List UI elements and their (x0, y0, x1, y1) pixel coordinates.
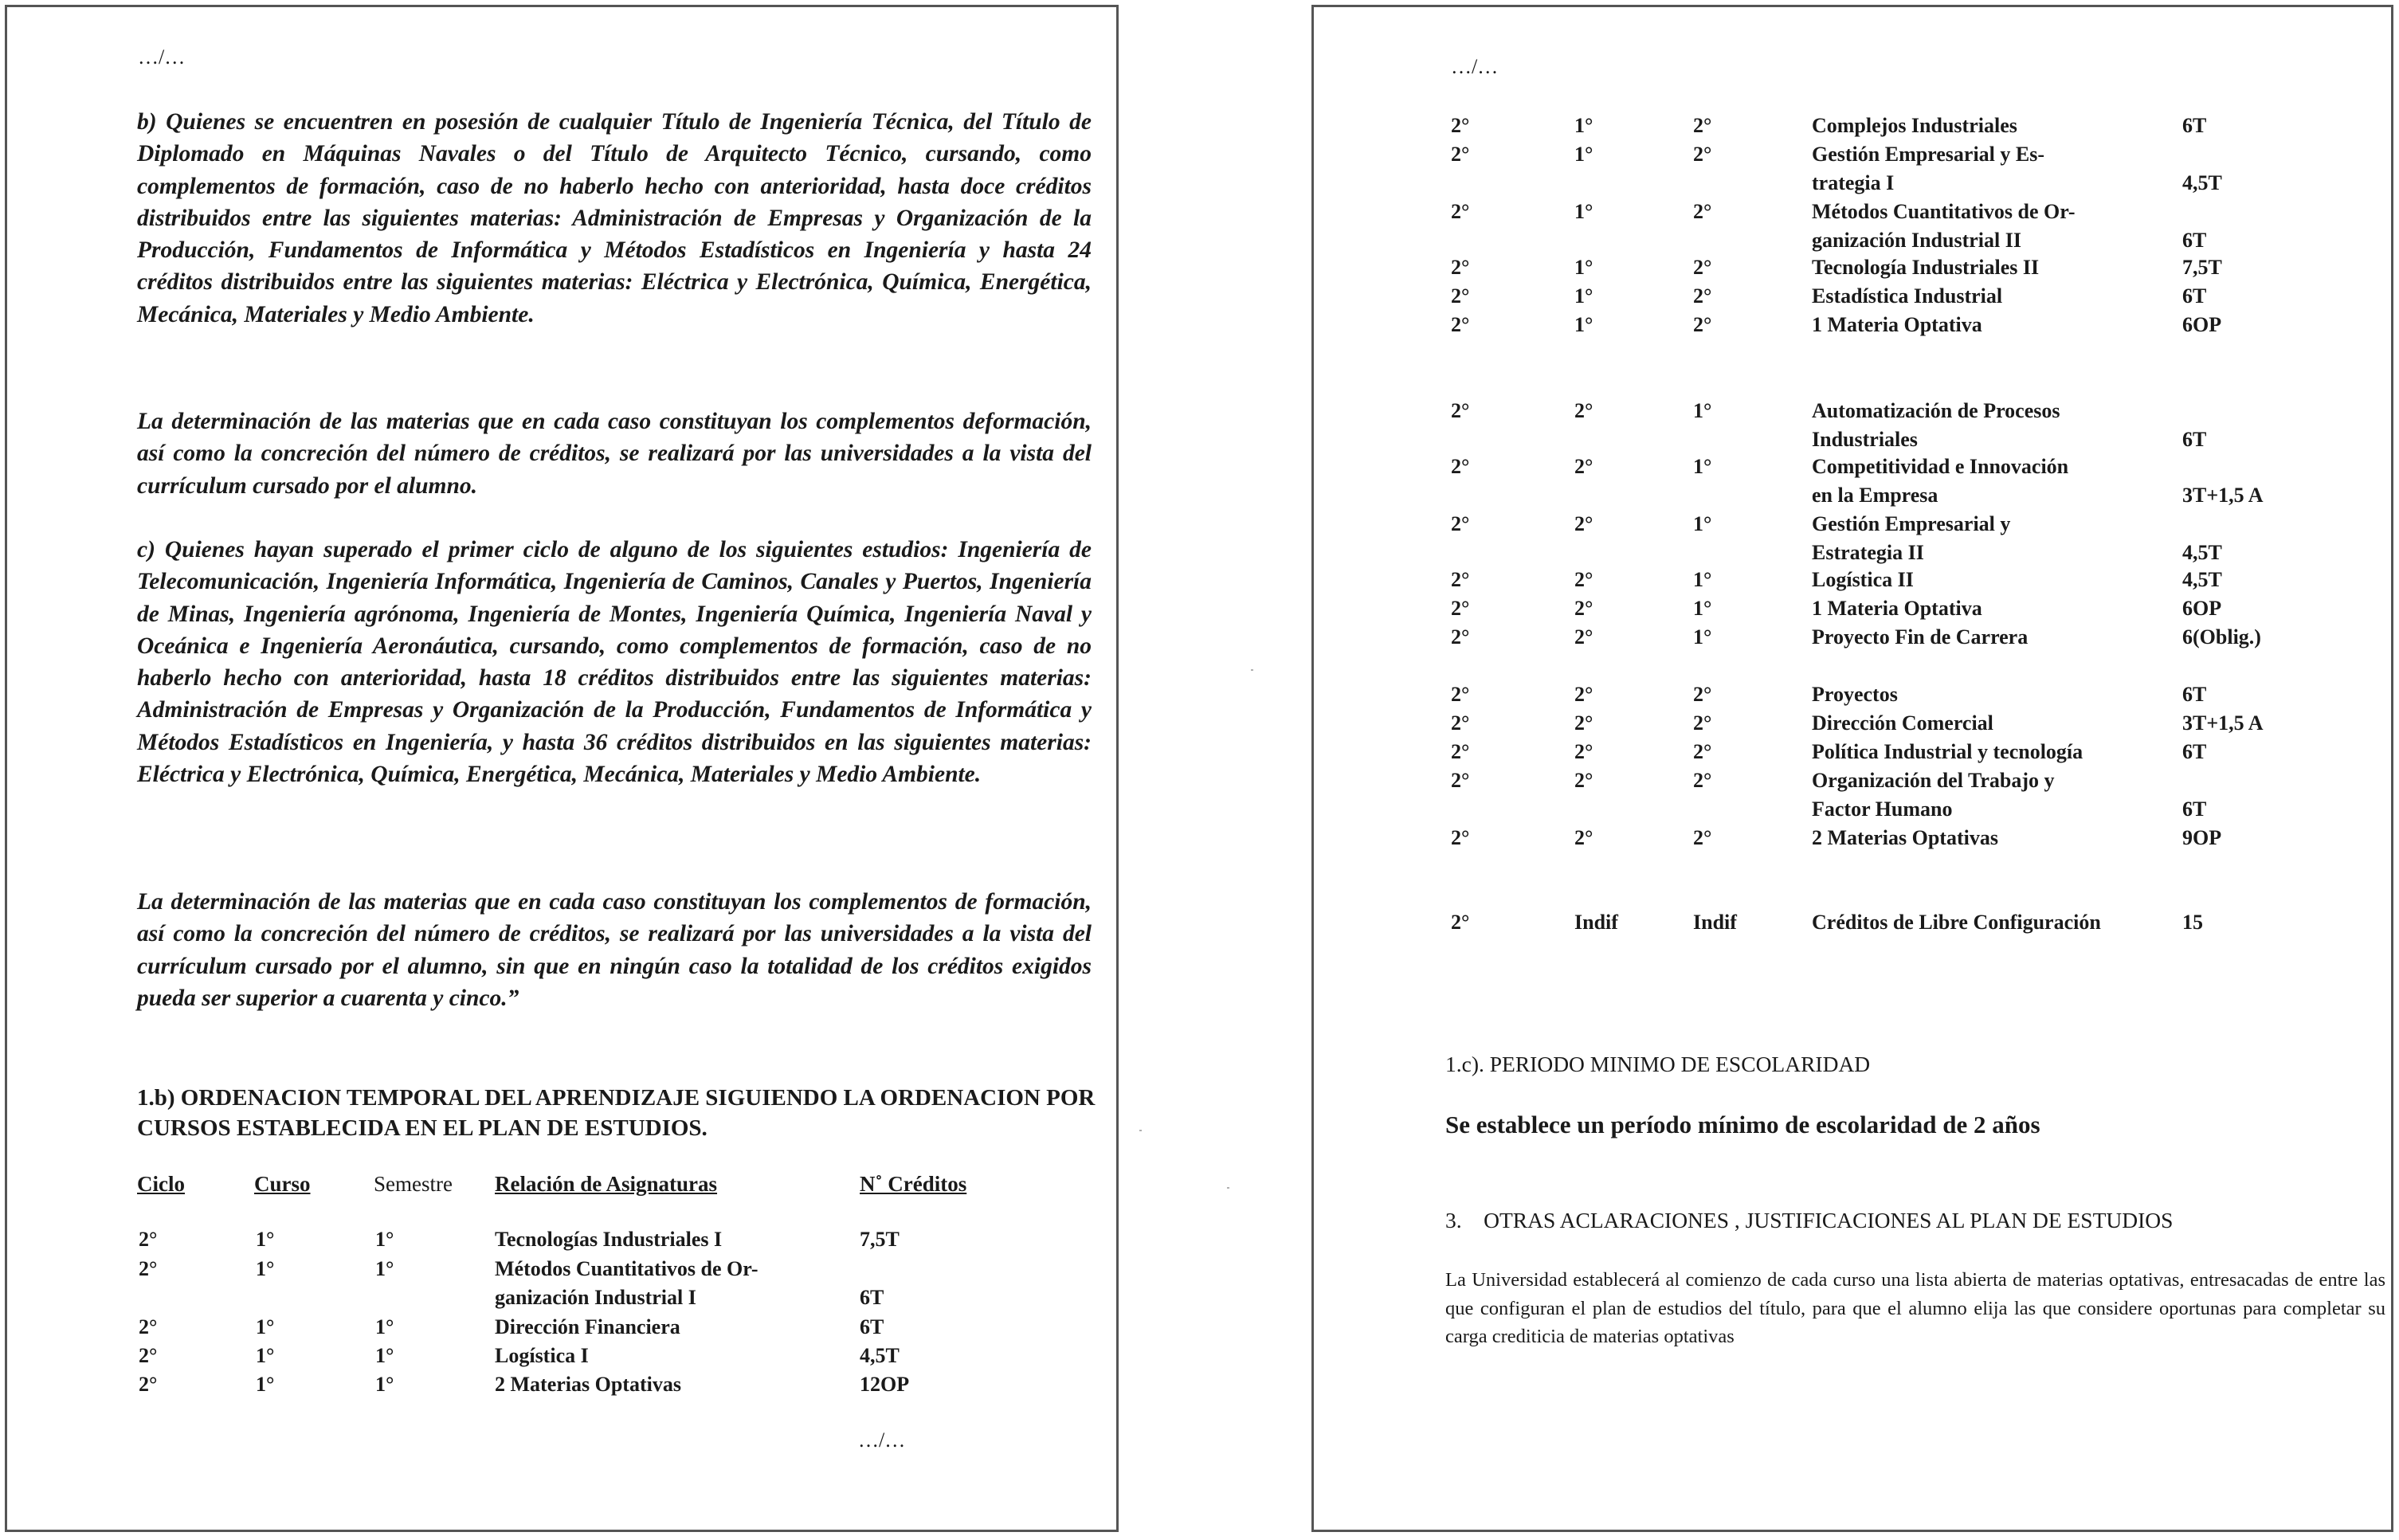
row-asignatura: Tecnología Industriales II (1812, 256, 2040, 279)
row-curso: 2° (1574, 399, 1593, 422)
left-page (5, 5, 1119, 1532)
row-creditos: 12OP (860, 1373, 910, 1396)
row-ciclo: 2° (1451, 284, 1470, 308)
row-asignatura: 1 Materia Optativa (1812, 597, 1982, 620)
row-ciclo: 2° (1451, 512, 1470, 535)
row-curso: 1° (256, 1373, 275, 1396)
section-3-heading: 3. OTRAS ACLARACIONES , JUSTIFICACIONES AL PLAN DE ESTUDIOS (1445, 1208, 2174, 1232)
row-creditos: 15 (2182, 911, 2203, 934)
row-ciclo: 2° (1451, 597, 1470, 620)
col-header-ciclo: Ciclo (137, 1172, 185, 1196)
row-asignatura: Complejos Industriales (1812, 114, 2017, 137)
row-curso: 1° (256, 1344, 275, 1367)
row-semestre: 1° (1693, 399, 1712, 422)
row-ciclo: 2° (1451, 455, 1470, 478)
row-semestre: 2° (1693, 114, 1712, 137)
row-creditos: 4,5T (2182, 171, 2222, 194)
row-semestre: 2° (1693, 769, 1712, 792)
scan-speck (1227, 1187, 1229, 1189)
row-ciclo: 2° (1451, 826, 1470, 849)
row-semestre: Indif (1693, 911, 1737, 934)
row-asignatura: 1 Materia Optativa (1812, 313, 1982, 336)
row-curso: 1° (256, 1257, 275, 1280)
row-curso: 1° (1574, 284, 1593, 308)
row-semestre: 2° (1693, 683, 1712, 706)
row-creditos: 9OP (2182, 826, 2222, 849)
row-ciclo: 2° (1451, 769, 1470, 792)
row-semestre: 2° (1693, 826, 1712, 849)
row-ciclo: 2° (139, 1373, 158, 1396)
col-header-asignaturas: Relación de Asignaturas (495, 1172, 718, 1196)
row-asignatura: Proyecto Fin de Carrera (1812, 625, 2029, 649)
row-curso: Indif (1574, 911, 1618, 934)
row-semestre: 1° (1693, 455, 1712, 478)
row-asignatura: Créditos de Libre Configuración (1812, 911, 2101, 934)
row-semestre: 2° (1693, 740, 1712, 763)
scan-speck (1139, 1130, 1142, 1131)
col-header-curso: Curso (254, 1172, 311, 1196)
row-ciclo: 2° (1451, 143, 1470, 166)
paragraph-b-note: La determinación de las materias que en cada caso constituyan los complementos deformación, así como la concreción del número de créditos, se realizará por las universidades a la vista del currículum cursado por el alumno. (137, 409, 1092, 499)
row-semestre: 2° (1693, 256, 1712, 279)
row-creditos: 6T (860, 1286, 884, 1309)
row-creditos: 3T+1,5 A (2182, 711, 2264, 735)
row-ciclo: 2° (139, 1228, 158, 1251)
paragraph-b: b) Quienes se encuentren en posesión de cualquier Título de Ingeniería Técnica, del Título de Diplomado en Máquinas Navales o del Título de Arquitecto Técnico, cursando, como complementos de formación, caso de no haberlo hecho con anterioridad, hasta doce créditos distribuidos entre las siguientes materias: Administración de Empresas y Organización de la Producción, Fundamentos de Informática y Métodos Estadísticos en Ingeniería y hasta 24 créditos distribuidos entre las siguientes materias: Eléctrica y Electrónica, Química, Energética, Mecánica, Materiales y Medio Ambiente. (137, 109, 1092, 327)
row-asignatura: 2 Materias Optativas (495, 1373, 681, 1396)
row-asignatura: Logística I (495, 1344, 589, 1367)
row-semestre: 1° (1693, 568, 1712, 591)
row-curso: 2° (1574, 512, 1593, 535)
row-curso: 1° (256, 1228, 275, 1251)
row-creditos: 7,5T (860, 1228, 900, 1251)
row-creditos: 6T (2182, 797, 2207, 821)
row-asignatura: Métodos Cuantitativos de Or- (1812, 200, 2076, 223)
section-1c-text: Se establece un período mínimo de escolaridad de 2 años (1445, 1111, 2040, 1138)
row-curso: 1° (1574, 143, 1593, 166)
row-asignatura: Estadística Industrial (1812, 284, 2003, 308)
continuation-mark-bottom: …/… (858, 1428, 906, 1452)
row-curso: 2° (1574, 769, 1593, 792)
row-creditos: 6T (2182, 740, 2207, 763)
row-creditos: 7,5T (2182, 256, 2222, 279)
col-header-creditos: N˚ Créditos (860, 1172, 967, 1196)
row-creditos: 6T (2182, 428, 2207, 451)
paragraph-c: c) Quienes hayan superado el primer ciclo de alguno de los siguientes estudios: Ingeniería de Telecomunicación, Ingeniería Informática, Ingeniería de Caminos, Canales y Puertos, Ingeniería de Minas, Ingeniería agrónoma, Ingeniería de Montes, Ingeniería Química, Ingeniería Naval y Oceánica e Ingeniería Aeronáutica, cursando, como complementos de formación, caso de no haberlo hecho con anterioridad, hasta 18 créditos distribuidos entre las siguientes materias: Administración de Empresas y Organización de la Producción, Fundamentos de Informática y Métodos Estadísticos en Ingeniería, y hasta 36 créditos distribuidos en las siguientes materias: Eléctrica y Electrónica, Química, Energética, Mecánica, Materiales y Medio Ambiente. (137, 537, 1092, 788)
row-ciclo: 2° (1451, 313, 1470, 336)
continuation-mark-top: …/… (1451, 55, 1499, 78)
row-asignatura: Automatización de Procesos (1812, 399, 2060, 422)
scan-speck (1251, 669, 1253, 671)
row-ciclo: 2° (1451, 399, 1470, 422)
row-semestre: 2° (1693, 143, 1712, 166)
row-ciclo: 2° (1451, 256, 1470, 279)
row-curso: 2° (1574, 568, 1593, 591)
row-asignatura: Política Industrial y tecnología (1812, 740, 2083, 763)
row-asignatura: Factor Humano (1812, 797, 1953, 821)
row-asignatura: Organización del Trabajo y (1812, 769, 2055, 792)
row-asignatura: Estrategia II (1812, 541, 1924, 564)
row-asignatura: Proyectos (1812, 683, 1898, 706)
row-semestre: 1° (375, 1257, 394, 1280)
row-asignatura: Métodos Cuantitativos de Or- (495, 1257, 759, 1280)
row-ciclo: 2° (139, 1315, 158, 1338)
row-creditos: 6T (2182, 683, 2207, 706)
row-curso: 1° (1574, 200, 1593, 223)
row-curso: 2° (1574, 455, 1593, 478)
row-semestre: 2° (1693, 711, 1712, 735)
row-ciclo: 2° (1451, 683, 1470, 706)
row-semestre: 1° (1693, 512, 1712, 535)
row-curso: 2° (1574, 740, 1593, 763)
row-semestre: 1° (375, 1228, 394, 1251)
row-ciclo: 2° (1451, 911, 1470, 934)
row-curso: 2° (1574, 711, 1593, 735)
row-curso: 1° (1574, 256, 1593, 279)
row-asignatura: Industriales (1812, 428, 1918, 451)
row-ciclo: 2° (1451, 740, 1470, 763)
row-ciclo: 2° (1451, 568, 1470, 591)
section-1c-heading: 1.c). PERIODO MINIMO DE ESCOLARIDAD (1445, 1052, 1871, 1076)
paragraph-c-note: La determinación de las materias que en cada caso constituyan los complementos de formación, así como la concreción del número de créditos, se realizará por las universidades a la vista del currículum cursado por el alumno, sin que en ningún caso la totalidad de los créditos exigidos pueda ser superior a cuarenta y cinco.” (137, 889, 1092, 1011)
row-semestre: 1° (375, 1344, 394, 1367)
row-asignatura: Dirección Financiera (495, 1315, 680, 1338)
row-asignatura: Tecnologías Industriales I (495, 1228, 723, 1251)
row-creditos: 4,5T (860, 1344, 900, 1367)
row-creditos: 3T+1,5 A (2182, 484, 2264, 507)
row-creditos: 4,5T (2182, 541, 2222, 564)
row-curso: 2° (1574, 597, 1593, 620)
row-ciclo: 2° (139, 1344, 158, 1367)
row-semestre: 2° (1693, 284, 1712, 308)
row-creditos: 6T (860, 1315, 884, 1338)
row-semestre: 2° (1693, 200, 1712, 223)
row-ciclo: 2° (1451, 625, 1470, 649)
row-semestre: 1° (375, 1373, 394, 1396)
row-semestre: 2° (1693, 313, 1712, 336)
row-creditos: 6(Oblig.) (2182, 625, 2261, 649)
section-1b-heading: 1.b) ORDENACION TEMPORAL DEL APRENDIZAJE SIGUIENDO LA ORDENACION POR CURSOS ESTABLECIDA EN EL PLAN DE ESTUDIOS. (137, 1085, 1096, 1141)
row-asignatura: trategia I (1812, 171, 1895, 194)
section-3-text: La Universidad establecerá al comienzo de cada curso una lista abierta de materias optativas, entresacadas de entre las que configuran el plan de estudios del título, para que el alumno elija las que considere oportunas para completar su carga crediticia de materias optativas (1445, 1269, 2385, 1347)
row-creditos: 4,5T (2182, 568, 2222, 591)
row-asignatura: ganización Industrial I (495, 1286, 696, 1309)
col-header-semestre: Semestre (374, 1172, 453, 1196)
row-curso: 2° (1574, 683, 1593, 706)
row-ciclo: 2° (139, 1257, 158, 1280)
row-semestre: 1° (375, 1315, 394, 1338)
row-asignatura: ganización Industrial II (1812, 229, 2021, 252)
right-page (1311, 5, 2393, 1532)
row-semestre: 1° (1693, 625, 1712, 649)
row-creditos: 6OP (2182, 313, 2222, 336)
row-asignatura: Logística II (1812, 568, 1914, 591)
row-curso: 1° (1574, 313, 1593, 336)
continuation-mark-top: …/… (138, 45, 186, 69)
row-asignatura: Gestión Empresarial y (1812, 512, 2011, 535)
row-creditos: 6T (2182, 114, 2207, 137)
row-ciclo: 2° (1451, 114, 1470, 137)
row-creditos: 6T (2182, 284, 2207, 308)
row-ciclo: 2° (1451, 711, 1470, 735)
row-asignatura: Dirección Comercial (1812, 711, 1993, 735)
row-asignatura: en la Empresa (1812, 484, 1938, 507)
row-curso: 1° (1574, 114, 1593, 137)
row-creditos: 6T (2182, 229, 2207, 252)
row-asignatura: Competitividad e Innovación (1812, 455, 2069, 478)
row-curso: 2° (1574, 826, 1593, 849)
row-semestre: 1° (1693, 597, 1712, 620)
row-ciclo: 2° (1451, 200, 1470, 223)
row-asignatura: 2 Materias Optativas (1812, 826, 1998, 849)
row-curso: 1° (256, 1315, 275, 1338)
row-creditos: 6OP (2182, 597, 2222, 620)
row-asignatura: Gestión Empresarial y Es- (1812, 143, 2045, 166)
row-curso: 2° (1574, 625, 1593, 649)
